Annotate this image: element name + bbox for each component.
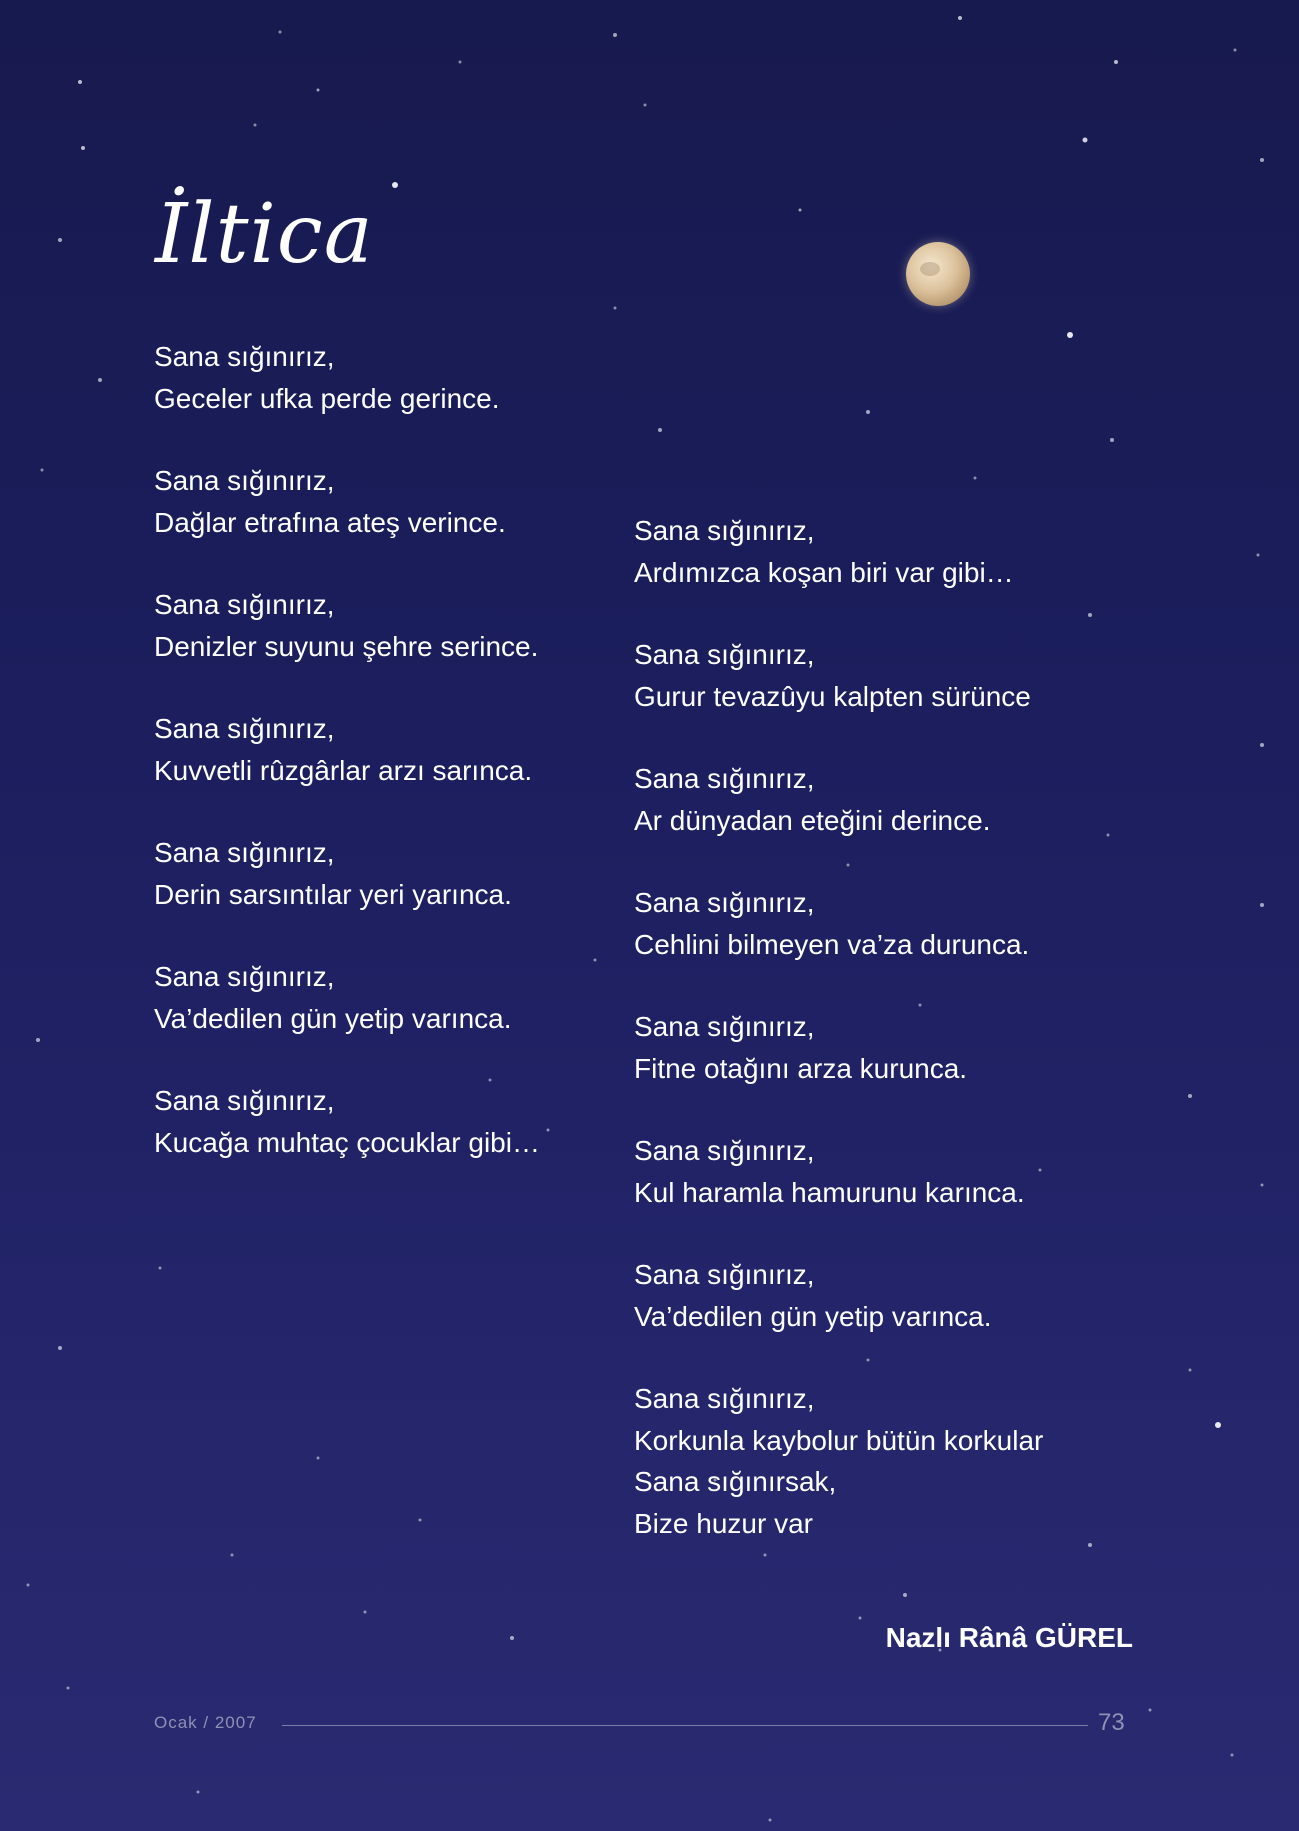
poem-line: Kuvvetli rûzgârlar arzı sarınca.	[154, 754, 533, 786]
poem-line: Sana sığınırız,	[154, 465, 335, 496]
stanza	[634, 882, 1114, 965]
stanza	[634, 758, 1114, 841]
page-number: 73	[1098, 1709, 1125, 1736]
poem-line: Sana sığınırız,	[154, 1085, 335, 1116]
poem-line: Sana sığınırız,	[154, 961, 335, 992]
poem-line: Sana sığınırız,	[634, 763, 815, 794]
poem-title: İltica	[155, 187, 374, 282]
moon-illustration	[906, 242, 970, 306]
poem-line: Kul haramla hamurunu karınca.	[634, 1176, 1025, 1208]
poem-line: Sana sığınırız,	[154, 837, 335, 868]
poem-line: Sana sığınırız,	[154, 589, 335, 620]
poem-column-right	[634, 510, 1114, 1585]
poem-line: Sana sığınırız,	[154, 713, 335, 744]
poem-line: Dağlar etrafına ateş verince.	[154, 506, 506, 538]
stanza	[154, 708, 634, 791]
stanza	[154, 584, 634, 667]
poem-line: Korkunla kaybolur bütün korkular	[634, 1424, 1044, 1456]
poem-line: Sana sığınırız,	[634, 1135, 815, 1166]
poem-line: Bize huzur var	[634, 1507, 813, 1539]
stanza	[634, 510, 1114, 593]
stanza	[154, 460, 634, 543]
poem-line: Sana sığınırız,	[634, 1383, 815, 1414]
poem-line: Sana sığınırız,	[634, 639, 815, 670]
poem-line: Cehlini bilmeyen va’za durunca.	[634, 928, 1030, 960]
stanza	[634, 1378, 1114, 1544]
stanza	[154, 1080, 634, 1163]
poem-line: Fitne otağını arza kurunca.	[634, 1052, 968, 1084]
poem-line: Sana sığınırız,	[634, 887, 815, 918]
footer-divider	[282, 1725, 1088, 1726]
poem-column-left	[154, 336, 634, 1204]
poem-line: Sana sığınırız,	[634, 515, 815, 546]
stanza	[154, 336, 634, 419]
stanza	[154, 956, 634, 1039]
poem-line: Kucağa muhtaç çocuklar gibi…	[154, 1126, 540, 1158]
poem-line: Sana sığınırsak,	[634, 1466, 837, 1497]
stanza	[154, 832, 634, 915]
stanza	[634, 1130, 1114, 1213]
poem-author: Nazlı Rânâ GÜREL	[885, 1622, 1133, 1653]
poem-line: Geceler ufka perde gerince.	[154, 382, 500, 414]
stanza	[634, 634, 1114, 717]
stanza	[634, 1254, 1114, 1337]
stanza	[634, 1006, 1114, 1089]
poem-line: Ar dünyadan eteğini derince.	[634, 804, 991, 836]
poem-line: Sana sığınırız,	[634, 1011, 815, 1042]
poem-line: Derin sarsıntılar yeri yarınca.	[154, 878, 512, 910]
poem-line: Va’dedilen gün yetip varınca.	[154, 1002, 512, 1034]
poem-line: Sana sığınırız,	[154, 341, 335, 372]
poem-line: Gurur tevazûyu kalpten sürünce	[634, 680, 1031, 712]
poem-line: Va’dedilen gün yetip varınca.	[634, 1300, 992, 1332]
poem-line: Sana sığınırız,	[634, 1259, 815, 1290]
poem-line: Denizler suyunu şehre serince.	[154, 630, 539, 662]
poem-line: Ardımızca koşan biri var gibi…	[634, 556, 1014, 588]
issue-date: Ocak / 2007	[154, 1713, 257, 1732]
